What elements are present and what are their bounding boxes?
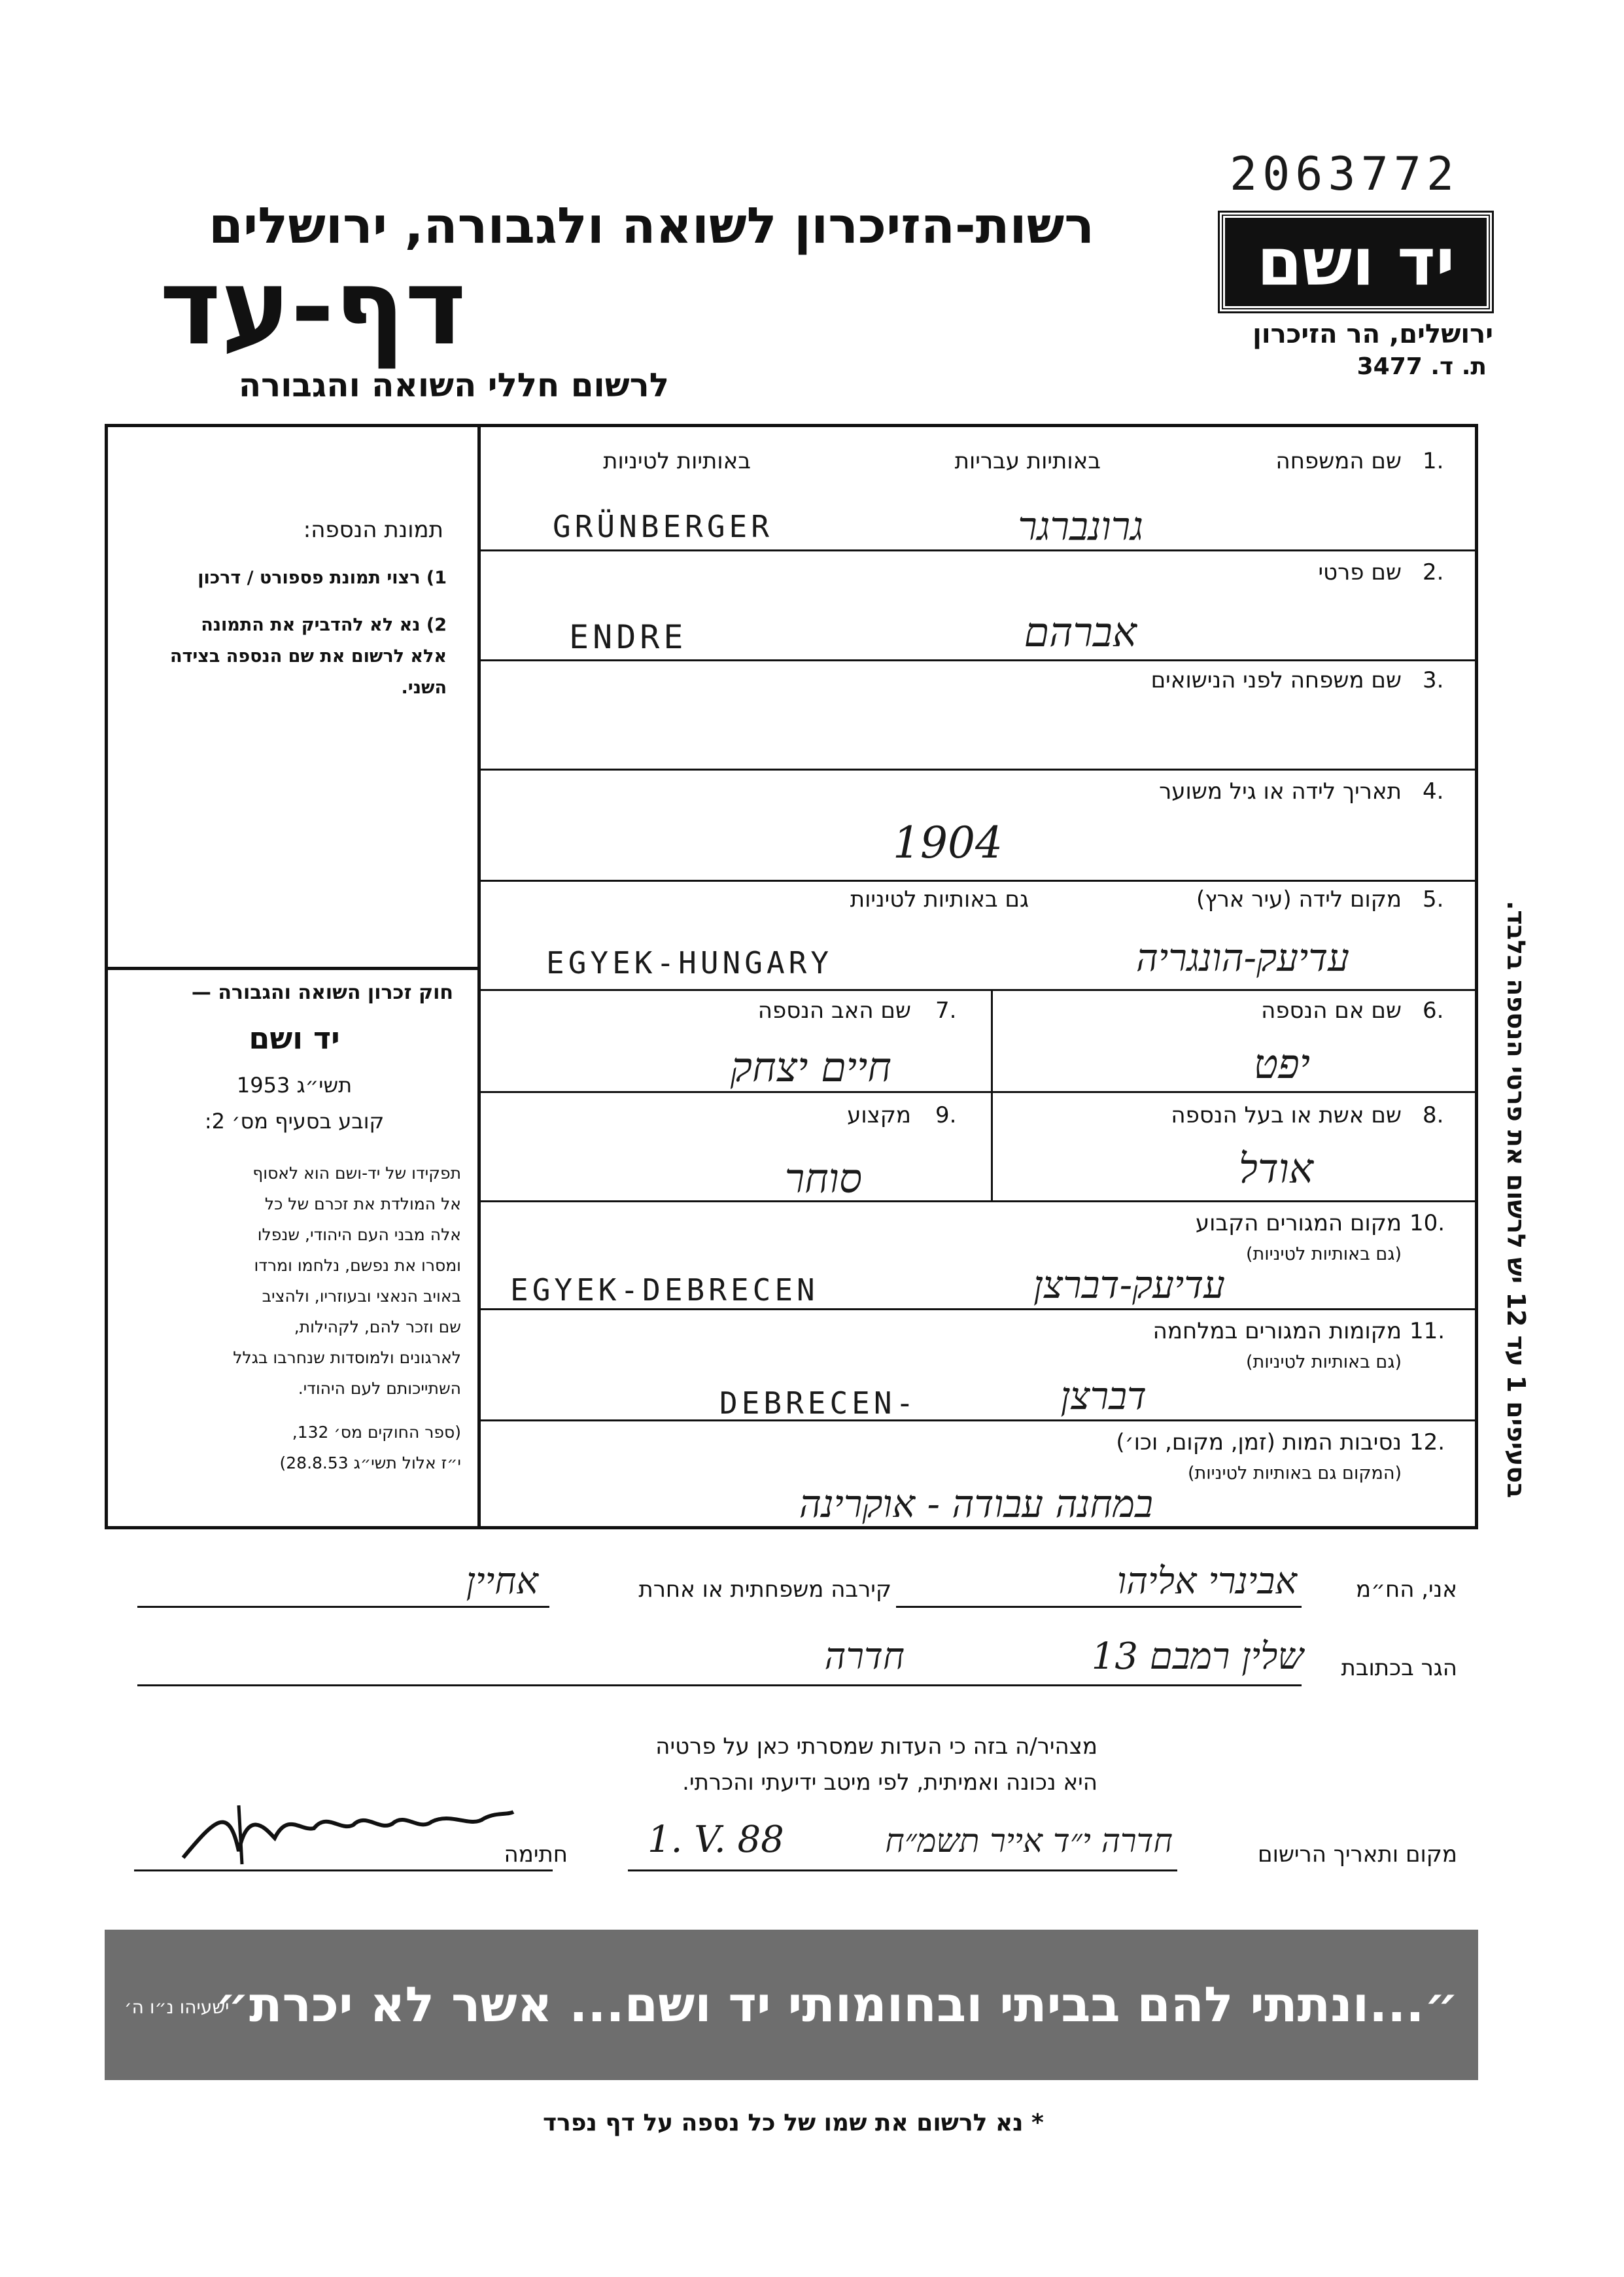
- field11-sub: (גם באותיות לטיניות): [1245, 1352, 1402, 1372]
- field5-number: 5.: [1423, 886, 1444, 913]
- field10-label: מקום המגורים הקבוע: [1195, 1210, 1402, 1236]
- field2-hebrew-value: אברהם: [1024, 608, 1137, 656]
- law-line: השתייכותם לעם היהודי.: [298, 1379, 461, 1398]
- field10-sub: (גם באותיות לטיניות): [1245, 1244, 1402, 1264]
- law-line: אלה מבני העם היהודי, שנפלו: [257, 1225, 461, 1244]
- law-yad-vashem: יד ושם: [249, 1020, 340, 1056]
- field9-number: 9.: [935, 1102, 957, 1128]
- photo-note-2a: 2) נא לא להדביק את התמונה: [201, 615, 447, 635]
- field10-hebrew-value: עדיעק-דברצן: [1033, 1262, 1225, 1307]
- statement-line-1: מצהיר/ה בזה כי העדות שמסרתי כאן על פרטיה: [655, 1733, 1097, 1760]
- address-line: ירושלים, הר הזיכרון: [1253, 319, 1493, 349]
- yad-vashem-logo: [1220, 213, 1492, 311]
- field6-label: שם אם הנספה: [1261, 998, 1402, 1024]
- field3-label: שם משפחה לפני הנישואים: [1150, 667, 1402, 693]
- field10-latin-value: EGYEK-DEBRECEN: [510, 1272, 819, 1308]
- photo-note-2c: השני.: [401, 678, 447, 698]
- field5-latin-value: EGYEK-HUNGARY: [546, 945, 833, 981]
- field11-number: 11.: [1409, 1318, 1445, 1344]
- relation-label: קירבה משפחתית או אחרת: [638, 1576, 891, 1603]
- field5-hebrew-value: עדיעק-הונגריה: [1136, 935, 1349, 980]
- logo-text: יד ושם: [1256, 224, 1455, 300]
- relation-value: אחיין: [466, 1560, 538, 1603]
- field11-latin-value: DEBRECEN-: [719, 1385, 918, 1421]
- side-note: בסעיפים 1 עד 12 יש לרשום את פרטי הנספה בלבד.: [1502, 900, 1530, 1498]
- form-subtitle: לרשום חללי השואה והגבורה: [238, 366, 669, 404]
- field7-label: שם האב הנספה: [757, 998, 911, 1024]
- place-date-value: חדרה י״ד אייר תשמ״ח: [885, 1822, 1173, 1860]
- law-paragraph: [121, 1158, 461, 1478]
- field2-latin-value: ENDRE: [569, 618, 687, 656]
- field8-value: אודל: [1238, 1145, 1313, 1192]
- field12-number: 12.: [1409, 1429, 1445, 1455]
- field9-label: מקצוע: [847, 1102, 911, 1128]
- banner-quote: ״...ונתתי להם בביתי ובחומותי יד ושם... אשר לא יכרת״: [215, 1977, 1459, 2033]
- field7-number: 7.: [935, 998, 957, 1024]
- field5-sub: גם באותיות לטיניות: [850, 886, 1029, 913]
- law-reference: י״ז אלול תשי״ג 28.8.53): [279, 1453, 461, 1472]
- serial-number: 2063772: [1230, 147, 1460, 201]
- registration-date-value: 1. V. 88: [648, 1818, 784, 1861]
- declarant-label: אני, הח״מ: [1356, 1576, 1457, 1603]
- field1-number: 1.: [1423, 448, 1444, 474]
- authority-name: רשות-הזיכרון לשואה ולגבורה, ירושלים: [209, 196, 1094, 254]
- quote-banner: [105, 1930, 1478, 2080]
- field6-number: 6.: [1423, 998, 1444, 1024]
- declarant-value: אבינרי אליהו: [1116, 1560, 1297, 1603]
- field12-value: במחנה עבודה - אוקרינה: [799, 1482, 1153, 1526]
- po-box: ת. ד. 3477: [1356, 353, 1487, 380]
- address-label: הגר בכתובת: [1341, 1655, 1457, 1681]
- signature-image: [177, 1792, 517, 1871]
- law-year: תשי״ג 1953: [236, 1073, 353, 1098]
- field11-label: מקומות המגורים במלחמה: [1152, 1318, 1402, 1344]
- place-date-label: מקום ותאריך הרישום: [1258, 1841, 1457, 1868]
- address-value-city: חדרה: [824, 1635, 905, 1678]
- field8-number: 8.: [1423, 1102, 1444, 1128]
- field11-hebrew-value: דברצן: [1060, 1374, 1147, 1418]
- field4-label: תאריך לידה או גיל משוער: [1159, 778, 1402, 805]
- banner-source: ישעיהו נ״ו ה׳: [124, 1996, 230, 2018]
- field5-label: מקום לידה (עיר ארץ): [1196, 886, 1402, 913]
- photo-note-1: 1) רצוי תמונת פספורט / דרכון: [198, 568, 447, 588]
- field9-value: סוחר: [784, 1155, 862, 1202]
- field2-number: 2.: [1423, 559, 1444, 585]
- law-line: שם וזכר להם, לקהילות,: [294, 1317, 461, 1336]
- law-line: באויב הנאצי ובעוזריו, ולהציב: [262, 1287, 461, 1306]
- law-reference: (ספר החוקים מס׳ 132,: [292, 1423, 461, 1442]
- law-line: ומסרו את נפשם, נלחמו ומרדו: [254, 1256, 461, 1275]
- field10-number: 10.: [1409, 1210, 1445, 1236]
- field4-number: 4.: [1423, 778, 1444, 805]
- law-title: חוק זכרון השואה והגבורה —: [191, 981, 453, 1004]
- field4-value: 1904: [893, 818, 1003, 868]
- field1-hebrew-header: באותיות עבריות: [954, 448, 1101, 474]
- statement-line-2: היא נכונה ואמיתית, לפי מיטב ידיעתי והכרתי.: [682, 1769, 1097, 1796]
- field1-label: שם המשפחה: [1275, 448, 1402, 474]
- field1-latin-value: GRÜNBERGER: [553, 509, 773, 544]
- photo-note-2b: אלא לרשום את שם הנספה בצידה: [169, 646, 447, 667]
- field3-number: 3.: [1423, 667, 1444, 693]
- law-section: קובע בסעיף מס׳ 2:: [204, 1109, 385, 1134]
- address-value-street: שלין רמבם 13: [1091, 1635, 1304, 1678]
- law-line: לארגונים ולמוסדות שנחרבו בגלל: [233, 1348, 461, 1367]
- field1-latin-header: באותיות לטיניות: [603, 448, 751, 474]
- field7-value: חיים יצחק: [730, 1043, 891, 1091]
- field2-label: שם פרטי: [1318, 559, 1402, 585]
- field6-value: יפט: [1253, 1040, 1310, 1088]
- form-title: דף-עד: [159, 246, 466, 368]
- field12-label: נסיבות המות (זמן, מקום, וכו׳): [1116, 1429, 1402, 1455]
- field12-sub: (המקום גם באותיות לטיניות): [1187, 1463, 1402, 1484]
- photo-box-title: תמונת הנספה:: [303, 517, 443, 543]
- law-line: אל המולדת את זכרם של כל: [264, 1194, 461, 1213]
- field8-label: שם אשת או בעל הנספה: [1171, 1102, 1402, 1128]
- footer-note: * נא לרשום את שמו של כל נספה על דף נפרד: [543, 2110, 1044, 2136]
- law-line: תפקידו של יד-ושם הוא לאסוף: [252, 1164, 461, 1183]
- signature-label: חתימה: [504, 1841, 568, 1868]
- field1-hebrew-value: גרונברגר: [1018, 504, 1143, 549]
